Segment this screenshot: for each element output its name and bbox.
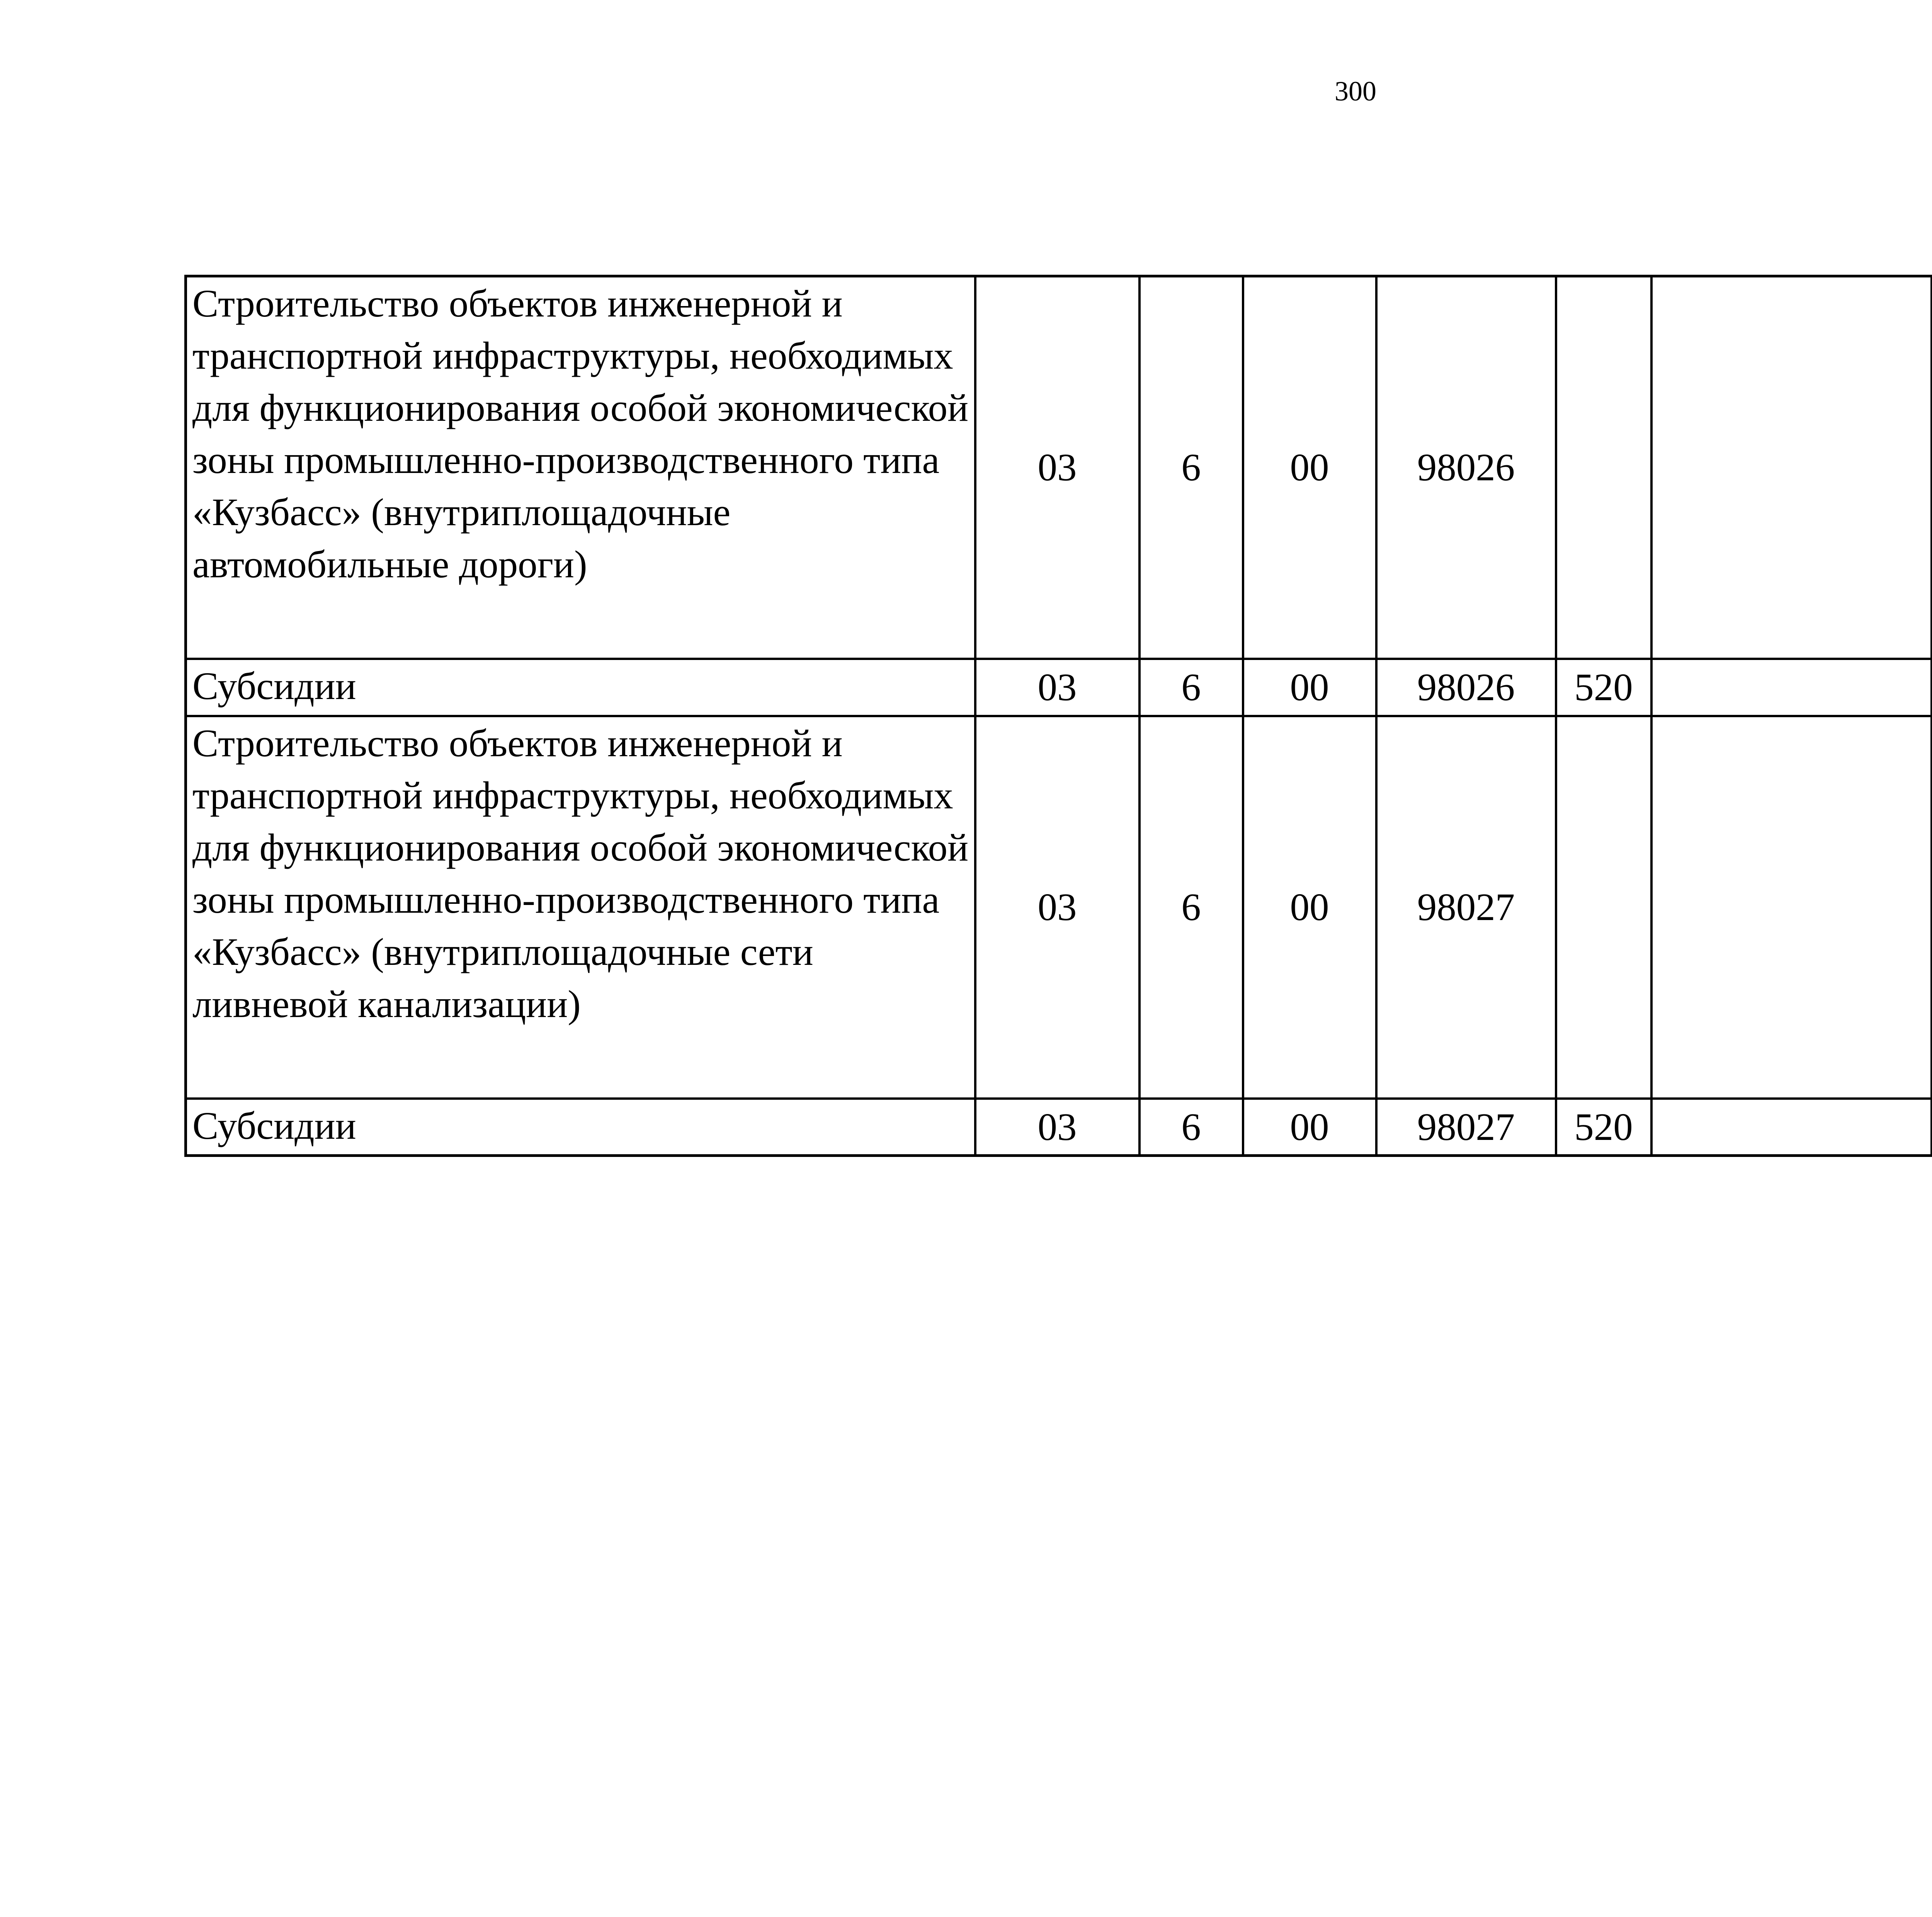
row-description: Строительство объектов инженерной и транспортной инфраструктуры, необходимых для функционирования особой экономической зоны промышленно-производственного типа «Кузбасс» (внутриплощадочные автомобильные дороги) bbox=[186, 276, 975, 659]
page-number: 300 bbox=[1335, 76, 1376, 107]
program-code: 6 bbox=[1139, 659, 1243, 716]
section-code: 03 bbox=[975, 716, 1139, 1099]
section-code: 03 bbox=[975, 276, 1139, 659]
direction-code: 98026 bbox=[1376, 276, 1556, 659]
expense-type-code bbox=[1556, 716, 1651, 1099]
table-row bbox=[186, 276, 1932, 659]
empty-cell bbox=[1651, 716, 1932, 1099]
expense-type-code: 520 bbox=[1556, 659, 1651, 716]
section-code: 03 bbox=[975, 659, 1139, 716]
empty-cell bbox=[1651, 276, 1932, 659]
program-code: 6 bbox=[1139, 276, 1243, 659]
program-code: 6 bbox=[1139, 716, 1243, 1099]
expense-type-code: 520 bbox=[1556, 1099, 1651, 1156]
table-row bbox=[186, 716, 1932, 1099]
table-row bbox=[186, 1099, 1932, 1156]
direction-code: 98027 bbox=[1376, 1099, 1556, 1156]
row-description: Субсидии bbox=[186, 1099, 975, 1156]
subprogram-code: 00 bbox=[1243, 1099, 1376, 1156]
budget-table bbox=[184, 275, 1932, 1157]
section-code: 03 bbox=[975, 1099, 1139, 1156]
row-description: Субсидии bbox=[186, 659, 975, 716]
direction-code: 98027 bbox=[1376, 716, 1556, 1099]
subprogram-code: 00 bbox=[1243, 716, 1376, 1099]
subprogram-code: 00 bbox=[1243, 659, 1376, 716]
expense-type-code bbox=[1556, 276, 1651, 659]
row-description: Строительство объектов инженерной и транспортной инфраструктуры, необходимых для функционирования особой экономической зоны промышленно-производственного типа «Кузбасс» (внутриплощадочные сети ливневой канализации) bbox=[186, 716, 975, 1099]
subprogram-code: 00 bbox=[1243, 276, 1376, 659]
direction-code: 98026 bbox=[1376, 659, 1556, 716]
program-code: 6 bbox=[1139, 1099, 1243, 1156]
empty-cell bbox=[1651, 659, 1932, 716]
empty-cell bbox=[1651, 1099, 1932, 1156]
table-row bbox=[186, 659, 1932, 716]
